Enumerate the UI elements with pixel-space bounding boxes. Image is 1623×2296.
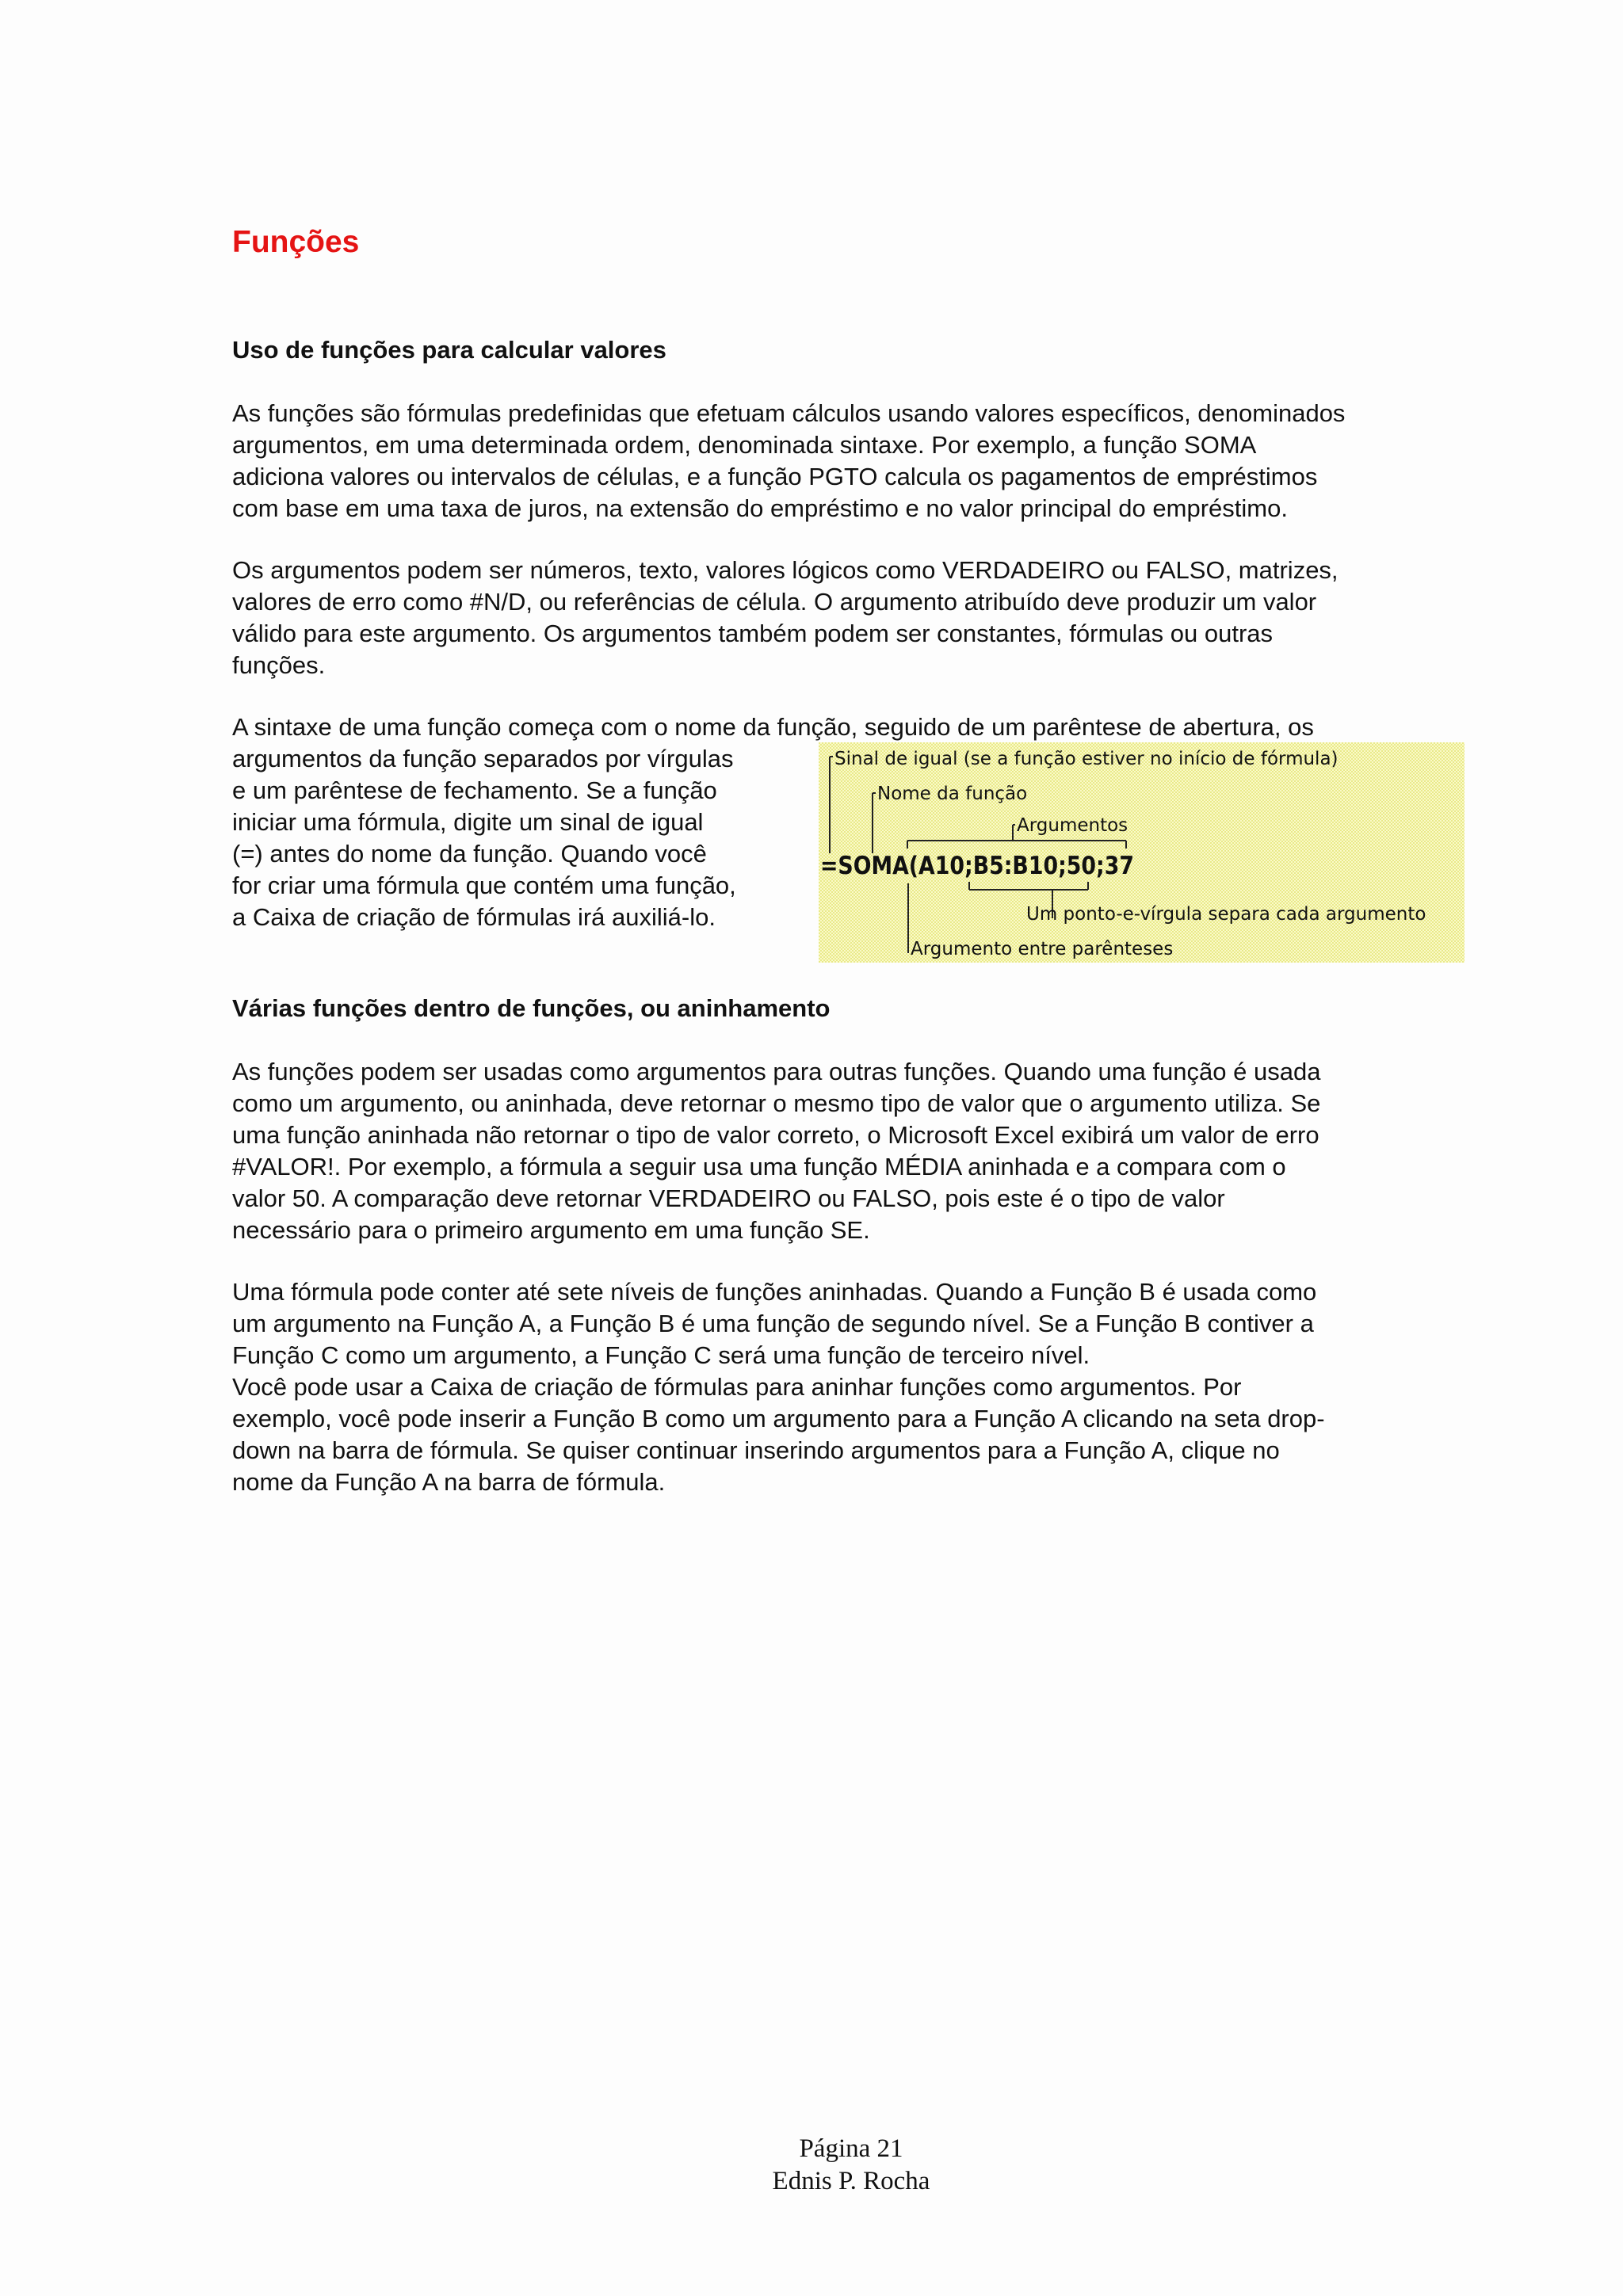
paragraph-argumentos [232,555,1468,681]
text-line: iniciar uma fórmula, digite um sinal de igual [232,808,704,836]
label-semicolon: Um ponto-e-vírgula separa cada argumento [1026,904,1426,925]
text-line: down na barra de fórmula. Se quiser continuar inserindo argumentos para a Função A, clique no [232,1436,1280,1464]
paragraph-aninhamento [232,1056,1468,1246]
text-line: for criar uma fórmula que contém uma função, [232,871,736,899]
paragraph-intro [232,398,1468,524]
paragraph-niveis [232,1276,1468,1498]
text-line: uma função aninhada não retornar o tipo de valor correto, o Microsoft Excel exibirá um valor de erro [232,1121,1319,1149]
footer-author: Ednis P. Rocha [772,2167,930,2195]
text-line: A sintaxe de uma função começa com o nome da função, seguido de um parêntese de abertura, os [232,713,1314,741]
text-line: Função C como um argumento, a Função C será uma função de terceiro nível. [232,1341,1090,1369]
label-arguments: Argumentos [1017,815,1128,836]
text-line: necessário para o primeiro argumento em uma função SE. [232,1216,870,1244]
page-title: Funções [232,225,360,259]
text-line: Uma fórmula pode conter até sete níveis de funções aninhadas. Quando a Função B é usada como [232,1278,1317,1306]
text-line: As funções podem ser usadas como argumentos para outras funções. Quando uma função é usada [232,1058,1321,1085]
text-line: e um parêntese de fechamento. Se a função [232,776,717,804]
section-heading-aninhamento: Várias funções dentro de funções, ou aninhamento [232,994,831,1022]
text-line: exemplo, você pode inserir a Função B como um argumento para a Função A clicando na seta drop- [232,1405,1325,1432]
text-line: válido para este argumento. Os argumentos também podem ser constantes, fórmulas ou outras [232,620,1274,647]
text-line: um argumento na Função A, a Função B é uma função de segundo nível. Se a Função B contiver a [232,1310,1314,1337]
text-line: valor 50. A comparação deve retornar VERDADEIRO ou FALSO, pois este é o tipo de valor [232,1184,1225,1212]
text-line: argumentos, em uma determinada ordem, denominada sintaxe. Por exemplo, a função SOMA [232,431,1257,459]
text-line: com base em uma taxa de juros, na extensão do empréstimo e no valor principal do empréstimo. [232,494,1288,522]
formula-text: =SOMA(A10;B5:B10;50;37 [820,852,1134,880]
text-line: nome da Função A na barra de fórmula. [232,1468,666,1496]
text-line: a Caixa de criação de fórmulas irá auxiliá-lo. [232,903,716,931]
text-line: valores de erro como #N/D, ou referências de célula. O argumento atribuído deve produzir um valor [232,588,1317,616]
text-line: (=) antes do nome da função. Quando você [232,840,707,868]
label-parentheses: Argumento entre parênteses [911,939,1174,959]
text-line: Você pode usar a Caixa de criação de fórmulas para aninhar funções como argumentos. Por [232,1373,1242,1401]
function-syntax-figure [819,742,1465,963]
label-equal-sign: Sinal de igual (se a função estiver no início de fórmula) [834,749,1338,769]
text-line: Os argumentos podem ser números, texto, valores lógicos como VERDADEIRO ou FALSO, matrizes, [232,556,1338,584]
text-line: funções. [232,651,326,679]
text-line: argumentos da função separados por vírgulas [232,745,734,772]
text-line: #VALOR!. Por exemplo, a fórmula a seguir usa uma função MÉDIA aninhada e a compara com o [232,1153,1286,1180]
label-function-name: Nome da função [877,784,1028,804]
section-heading-uso-de-funcoes: Uso de funções para calcular valores [232,336,666,364]
text-line: adiciona valores ou intervalos de células, e a função PGTO calcula os pagamentos de empréstimos [232,463,1318,490]
text-line: As funções são fórmulas predefinidas que efetuam cálculos usando valores específicos, denominados [232,399,1346,427]
footer-page-number: Página 21 [799,2134,903,2163]
text-line: como um argumento, ou aninhada, deve retornar o mesmo tipo de valor que o argumento utiliza. Se [232,1089,1321,1117]
